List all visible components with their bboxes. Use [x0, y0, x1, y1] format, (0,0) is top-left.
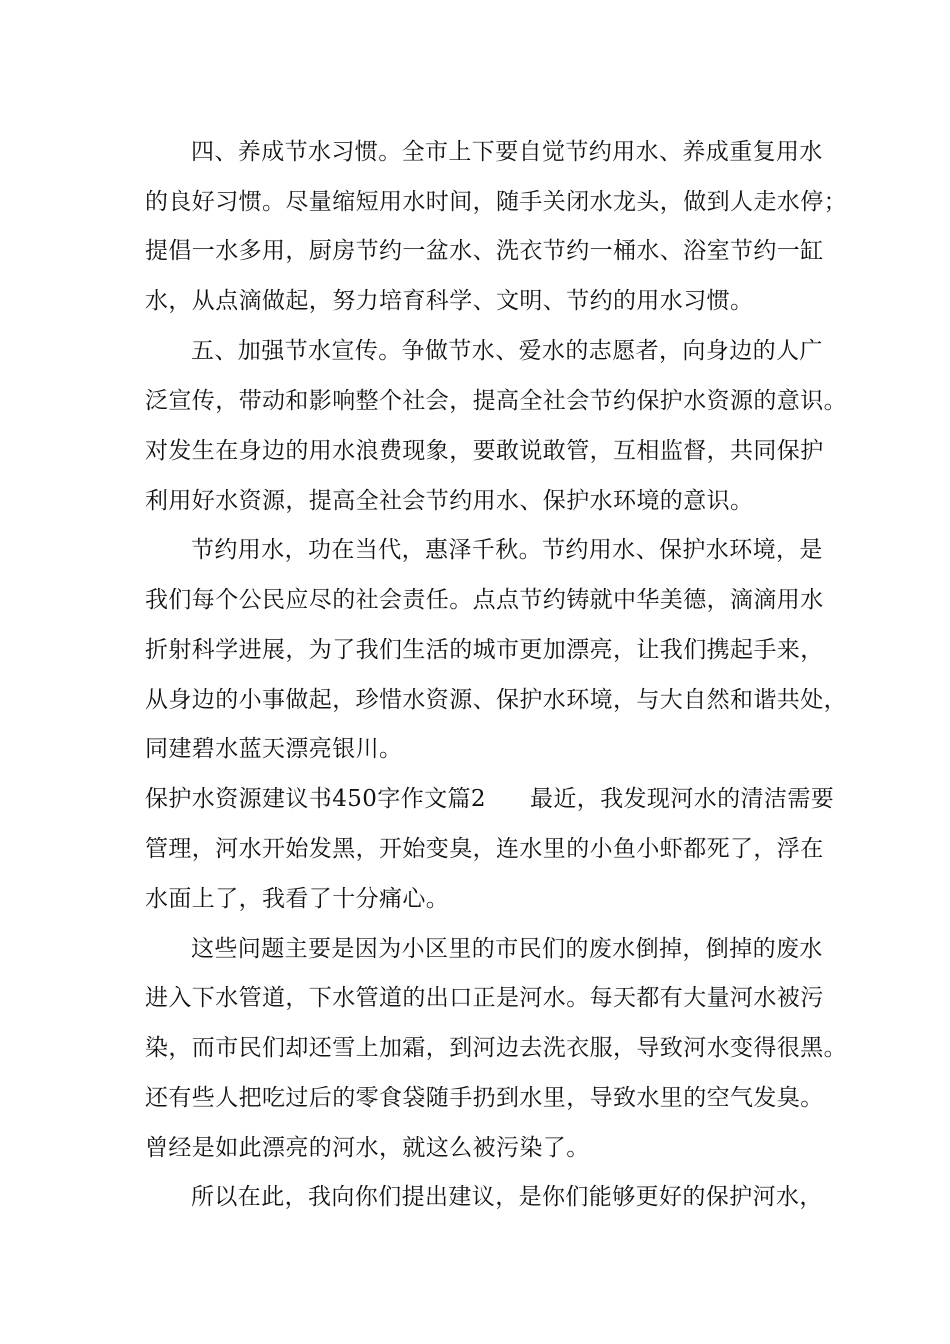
- text-line-continuation: 最近，我发现河水的清洁需要: [529, 786, 835, 812]
- text-line: 五、加强节水宣传。争做节水、爱水的志愿者，向身边的人广: [191, 338, 823, 364]
- text-line: 这些问题主要是因为小区里的市民们的废水倒掉，倒掉的废水: [191, 936, 823, 962]
- text-line: 水面上了，我看了十分痛心。: [145, 886, 450, 912]
- text-line: 同建碧水蓝天漂亮银川。: [145, 736, 403, 762]
- text-line: 管理，河水开始发黑，开始变臭，连水里的小鱼小虾都死了，浮在: [145, 836, 824, 862]
- essay-title: 保护水资源建议书450字作文篇2: [145, 786, 486, 812]
- text-line: 从身边的小事做起，珍惜水资源、保护水环境，与大自然和谐共处，: [145, 687, 847, 713]
- text-line: 水，从点滴做起，努力培育科学、文明、节约的用水习惯。: [145, 288, 754, 314]
- text-line: 四、养成节水习惯。全市上下要自觉节约用水、养成重复用水: [191, 139, 823, 165]
- text-line: 进入下水管道，下水管道的出口正是河水。每天都有大量河水被污: [145, 985, 824, 1011]
- text-line: [145, 784, 835, 814]
- text-line: 泛宣传，带动和影响整个社会，提高全社会节约保护水资源的意识。: [145, 388, 847, 414]
- text-line: 曾经是如此漂亮的河水，就这么被污染了。: [145, 1135, 590, 1161]
- text-line: 的良好习惯。尽量缩短用水时间，随手关闭水龙头，做到人走水停；: [145, 189, 847, 215]
- text-line: 对发生在身边的用水浪费现象，要敢说敢管，互相监督，共同保护: [145, 438, 824, 464]
- text-line: 我们每个公民应尽的社会责任。点点节约铸就中华美德，滴滴用水: [145, 587, 824, 613]
- text-line: 节约用水，功在当代，惠泽千秋。节约用水、保护水环境，是: [191, 537, 823, 563]
- text-line: 染，而市民们却还雪上加霜，到河边去洗衣服，导致河水变得很黑。: [145, 1035, 847, 1061]
- text-line: 所以在此，我向你们提出建议，是你们能够更好的保护河水，: [191, 1184, 823, 1210]
- text-line: 折射科学进展，为了我们生活的城市更加漂亮，让我们携起手来，: [145, 637, 824, 663]
- text-line: 还有些人把吃过后的零食袋随手扔到水里，导致水里的空气发臭。: [145, 1085, 824, 1111]
- text-line: 提倡一水多用，厨房节约一盆水、洗衣节约一桶水、浴室节约一缸: [145, 238, 824, 264]
- text-line: 利用好水资源，提高全社会节约用水、保护水环境的意识。: [145, 488, 754, 514]
